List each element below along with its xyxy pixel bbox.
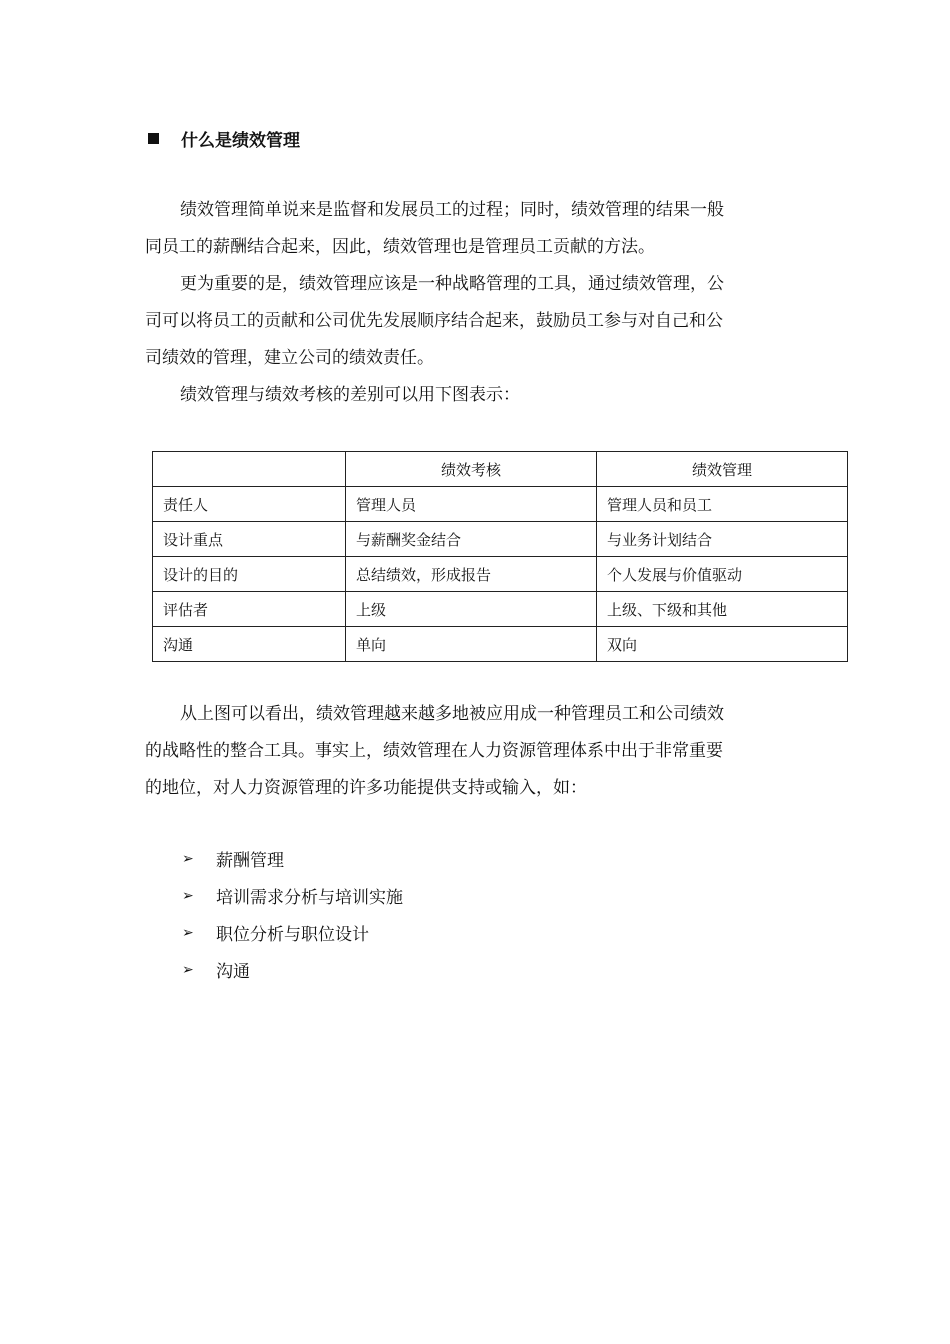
text-line: 绩效管理与绩效考核的差别可以用下图表示： xyxy=(180,385,520,405)
table-cell: 个人发展与价值驱动 xyxy=(597,557,848,592)
list-item xyxy=(182,914,403,951)
table-header-cell: 绩效管理 xyxy=(597,452,848,487)
table-cell: 单向 xyxy=(346,627,597,662)
section-heading xyxy=(145,124,300,152)
list-item xyxy=(182,840,403,877)
table-header-cell xyxy=(153,452,346,487)
list-item-label: 沟通 xyxy=(216,962,250,982)
table-cell: 责任人 xyxy=(153,487,346,522)
list-item xyxy=(182,877,403,914)
table-row xyxy=(153,487,848,522)
intro-paragraph-1 xyxy=(145,192,810,266)
square-bullet-icon xyxy=(148,133,159,144)
section-title: 什么是绩效管理 xyxy=(181,130,300,151)
table-row xyxy=(153,557,848,592)
table-cell: 双向 xyxy=(597,627,848,662)
list-item-label: 薪酬管理 xyxy=(216,851,284,871)
table-cell: 评估者 xyxy=(153,592,346,627)
table-cell: 管理人员 xyxy=(346,487,597,522)
table-header-cell: 绩效考核 xyxy=(346,452,597,487)
intro-paragraph-2 xyxy=(145,266,810,377)
table-row xyxy=(153,592,848,627)
text-line: 同员工的薪酬结合起来，因此，绩效管理也是管理员工贡献的方法。 xyxy=(145,237,655,257)
table-cell: 上级 xyxy=(346,592,597,627)
text-line: 的战略性的整合工具。事实上，绩效管理在人力资源管理体系中出于非常重要 xyxy=(145,741,723,761)
table-cell: 管理人员和员工 xyxy=(597,487,848,522)
table-header-row xyxy=(153,452,848,487)
list-item xyxy=(182,951,403,988)
table-row xyxy=(153,627,848,662)
table-cell: 沟通 xyxy=(153,627,346,662)
text-line: 司绩效的管理，建立公司的绩效责任。 xyxy=(145,348,434,368)
table-row xyxy=(153,522,848,557)
table-cell: 总结绩效，形成报告 xyxy=(346,557,597,592)
arrow-bullet-icon: ➢ xyxy=(182,887,194,904)
table-cell: 设计的目的 xyxy=(153,557,346,592)
text-line: 从上图可以看出，绩效管理越来越多地被应用成一种管理员工和公司绩效 xyxy=(180,704,724,724)
conclusion-paragraph xyxy=(145,696,810,807)
intro-paragraph-3 xyxy=(145,377,810,414)
arrow-bullet-icon: ➢ xyxy=(182,850,194,867)
text-line: 司可以将员工的贡献和公司优先发展顺序结合起来，鼓励员工参与对自己和公 xyxy=(145,311,723,331)
text-line: 更为重要的是，绩效管理应该是一种战略管理的工具，通过绩效管理，公 xyxy=(180,274,724,294)
text-line: 绩效管理简单说来是监督和发展员工的过程；同时，绩效管理的结果一般 xyxy=(180,200,724,220)
table-cell: 设计重点 xyxy=(153,522,346,557)
arrow-bullet-icon: ➢ xyxy=(182,961,194,978)
text-line: 的地位，对人力资源管理的许多功能提供支持或输入，如： xyxy=(145,778,587,798)
comparison-table xyxy=(152,451,848,662)
list-item-label: 职位分析与职位设计 xyxy=(216,925,369,945)
function-list xyxy=(182,840,403,988)
table-cell: 上级、下级和其他 xyxy=(597,592,848,627)
list-item-label: 培训需求分析与培训实施 xyxy=(216,888,403,908)
table-cell: 与薪酬奖金结合 xyxy=(346,522,597,557)
table-cell: 与业务计划结合 xyxy=(597,522,848,557)
arrow-bullet-icon: ➢ xyxy=(182,924,194,941)
